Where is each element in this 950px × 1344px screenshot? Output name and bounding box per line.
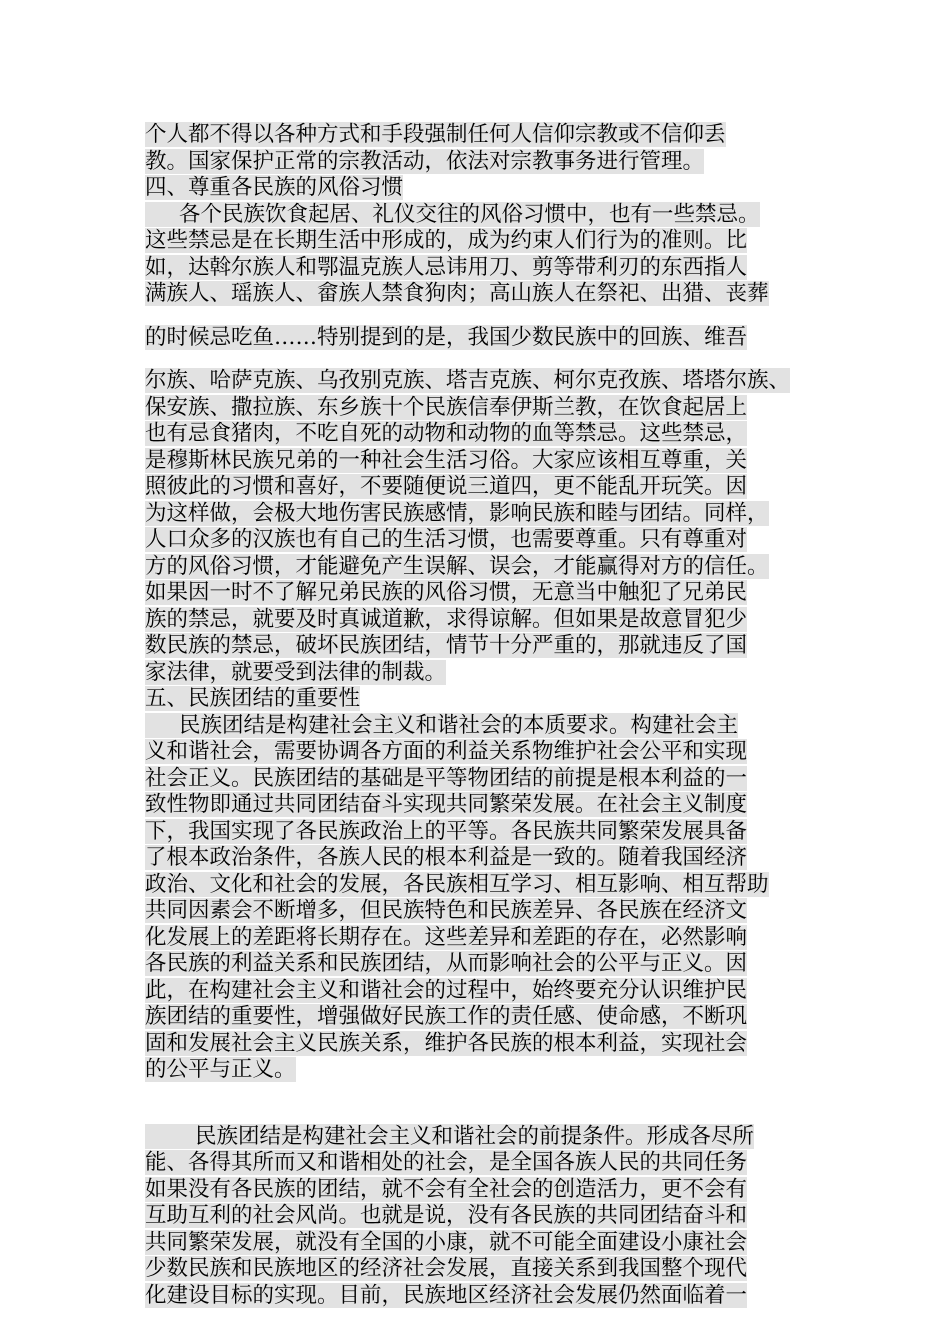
document-body xyxy=(145,122,805,1309)
text-line xyxy=(145,474,805,501)
highlighted-text: 各个民族饮食起居、礼仪交往的风俗习惯中，也有一些禁忌。 xyxy=(145,202,760,227)
text-line xyxy=(145,739,805,766)
highlighted-text: 也有忌食猪肉，不吃自死的动物和动物的血等禁忌。这些禁忌， xyxy=(145,421,748,446)
text-line xyxy=(145,448,805,475)
text-line xyxy=(145,281,805,308)
highlighted-text: 固和发展社会主义民族关系，维护各民族的根本利益，实现社会 xyxy=(145,1030,748,1056)
text-line xyxy=(145,1124,805,1151)
text-line xyxy=(145,660,805,687)
highlighted-text: 个人都不得以各种方式和手段强制任何人信仰宗教或不信仰丢 xyxy=(145,122,726,147)
text-line xyxy=(145,368,805,395)
text-line xyxy=(145,951,805,978)
highlighted-text: 满族人、瑶族人、畲族人禁食狗肉；高山族人在祭祀、出猎、丧葬 xyxy=(145,281,769,306)
highlighted-text: 社会正义。民族团结的基础是平等物团结的前提是根本利益的一 xyxy=(145,765,748,791)
text-line xyxy=(145,421,805,448)
paragraph-gap xyxy=(145,351,805,368)
highlighted-text: 照彼此的习惯和喜好，不要随便说三道四，更不能乱开玩笑。因 xyxy=(145,474,748,499)
text-line xyxy=(145,395,805,422)
highlighted-text: 化发展上的差距将长期存在。这些差异和差距的存在，必然影响 xyxy=(145,924,748,950)
highlighted-text: 互助互利的社会风尚。也就是说，没有各民族的共同团结奋斗和 xyxy=(145,1203,748,1228)
text-line xyxy=(145,898,805,925)
highlighted-text: 义和谐社会，需要协调各方面的利益关系物维护社会公平和实现 xyxy=(145,739,748,764)
paragraph-gap xyxy=(145,308,805,325)
text-line xyxy=(145,1256,805,1283)
highlighted-text: 尔族、哈萨克族、乌孜别克族、塔吉克族、柯尔克孜族、塔塔尔族、 xyxy=(145,368,791,393)
highlighted-text: 保安族、撒拉族、东乡族十个民族信奉伊斯兰教，在饮食起居上 xyxy=(145,394,748,420)
highlighted-text: 族的禁忌，就要及时真诚道歉，求得谅解。但如果是故意冒犯少 xyxy=(145,606,748,632)
highlighted-text: 致性物即通过共同团结奋斗实现共同繁荣发展。在社会主义制度 xyxy=(145,792,748,817)
highlighted-text: 此，在构建社会主义和谐社会的过程中，始终要充分认识维护民 xyxy=(145,977,748,1003)
highlighted-text: 家法律，就要受到法律的制裁。 xyxy=(145,659,447,685)
highlighted-text: 政治、文化和社会的发展，各民族相互学习、相互影响、相互帮助 xyxy=(145,871,769,897)
text-line xyxy=(145,925,805,952)
highlighted-text: 如果因一时不了解兄弟民族的风俗习惯，无意当中触犯了兄弟民 xyxy=(145,580,748,605)
text-line xyxy=(145,792,805,819)
text-line xyxy=(145,1283,805,1310)
highlighted-text: 民族团结是构建社会主义和谐社会的前提条件。形成各尽所 xyxy=(145,1124,754,1149)
text-line xyxy=(145,1177,805,1204)
text-line xyxy=(145,149,805,176)
highlighted-text: 四、尊重各民族的风俗习惯 xyxy=(145,175,404,200)
text-line xyxy=(145,686,805,713)
highlighted-text: 共同因素会不断增多，但民族特色和民族差异、各民族在经济文 xyxy=(145,898,748,923)
text-line xyxy=(145,633,805,660)
text-line xyxy=(145,527,805,554)
text-line xyxy=(145,202,805,229)
text-line xyxy=(145,766,805,793)
text-line xyxy=(145,122,805,149)
text-line xyxy=(145,978,805,1005)
text-line xyxy=(145,228,805,255)
text-line xyxy=(145,325,805,352)
highlighted-text: 能、各得其所而又和谐相处的社会，是全国各族人民的共同任务 xyxy=(145,1150,748,1175)
highlighted-text: 的时候忌吃鱼……特别提到的是，我国少数民族中的回族、维吾 xyxy=(145,324,748,350)
highlighted-text: 方的风俗习惯，才能避免产生误解、误会，才能赢得对方的信任。 xyxy=(145,553,769,579)
highlighted-text: 了根本政治条件，各族人民的根本利益是一致的。随着我国经济 xyxy=(145,845,748,870)
text-line xyxy=(145,1230,805,1257)
highlighted-text: 民族团结是构建社会主义和谐社会的本质要求。构建社会主 xyxy=(145,713,738,738)
highlighted-text: 为这样做，会极大地伤害民族感情，影响民族和睦与团结。同样， xyxy=(145,500,769,526)
highlighted-text: 的公平与正义。 xyxy=(145,1057,296,1082)
text-line xyxy=(145,1057,805,1084)
text-line xyxy=(145,1031,805,1058)
text-line xyxy=(145,845,805,872)
text-line xyxy=(145,580,805,607)
highlighted-text: 教。国家保护正常的宗教活动，依法对宗教事务进行管理。 xyxy=(145,148,705,174)
text-line xyxy=(145,1203,805,1230)
text-line xyxy=(145,175,805,202)
highlighted-text: 各民族的利益关系和民族团结，从而影响社会的公平与正义。因 xyxy=(145,951,748,976)
highlighted-text: 共同繁荣发展，就没有全国的小康，就不可能全面建设小康社会 xyxy=(145,1229,748,1255)
text-line xyxy=(145,872,805,899)
text-line xyxy=(145,607,805,634)
highlighted-text: 人口众多的汉族也有自己的生活习惯，也需要尊重。只有尊重对 xyxy=(145,527,748,552)
highlighted-text: 这些禁忌是在长期生活中形成的，成为约束人们行为的准则。比 xyxy=(145,228,748,253)
highlighted-text: 族团结的重要性，增强做好民族工作的责任感、使命感，不断巩 xyxy=(145,1004,748,1029)
text-line xyxy=(145,713,805,740)
text-line xyxy=(145,1150,805,1177)
highlighted-text: 少数民族和民族地区的经济社会发展，直接关系到我国整个现代 xyxy=(145,1256,748,1281)
paragraph-gap xyxy=(145,1084,805,1124)
highlighted-text: 五、民族团结的重要性 xyxy=(145,686,361,711)
highlighted-text: 数民族的禁忌，破坏民族团结，情节十分严重的，那就违反了国 xyxy=(145,633,748,658)
highlighted-text: 如，达斡尔族人和鄂温克族人忌讳用刀、剪等带利刃的东西指人 xyxy=(145,254,748,280)
text-line xyxy=(145,255,805,282)
text-line xyxy=(145,1004,805,1031)
highlighted-text: 化建设目标的实现。目前，民族地区经济社会发展仍然面临着一 xyxy=(145,1282,748,1308)
text-line xyxy=(145,501,805,528)
highlighted-text: 如果没有各民族的团结，就不会有全社会的创造活力，更不会有 xyxy=(145,1176,748,1202)
highlighted-text: 下，我国实现了各民族政治上的平等。各民族共同繁荣发展具备 xyxy=(145,818,748,844)
text-line xyxy=(145,554,805,581)
highlighted-text: 是穆斯林民族兄弟的一种社会生活习俗。大家应该相互尊重，关 xyxy=(145,447,748,473)
text-line xyxy=(145,819,805,846)
